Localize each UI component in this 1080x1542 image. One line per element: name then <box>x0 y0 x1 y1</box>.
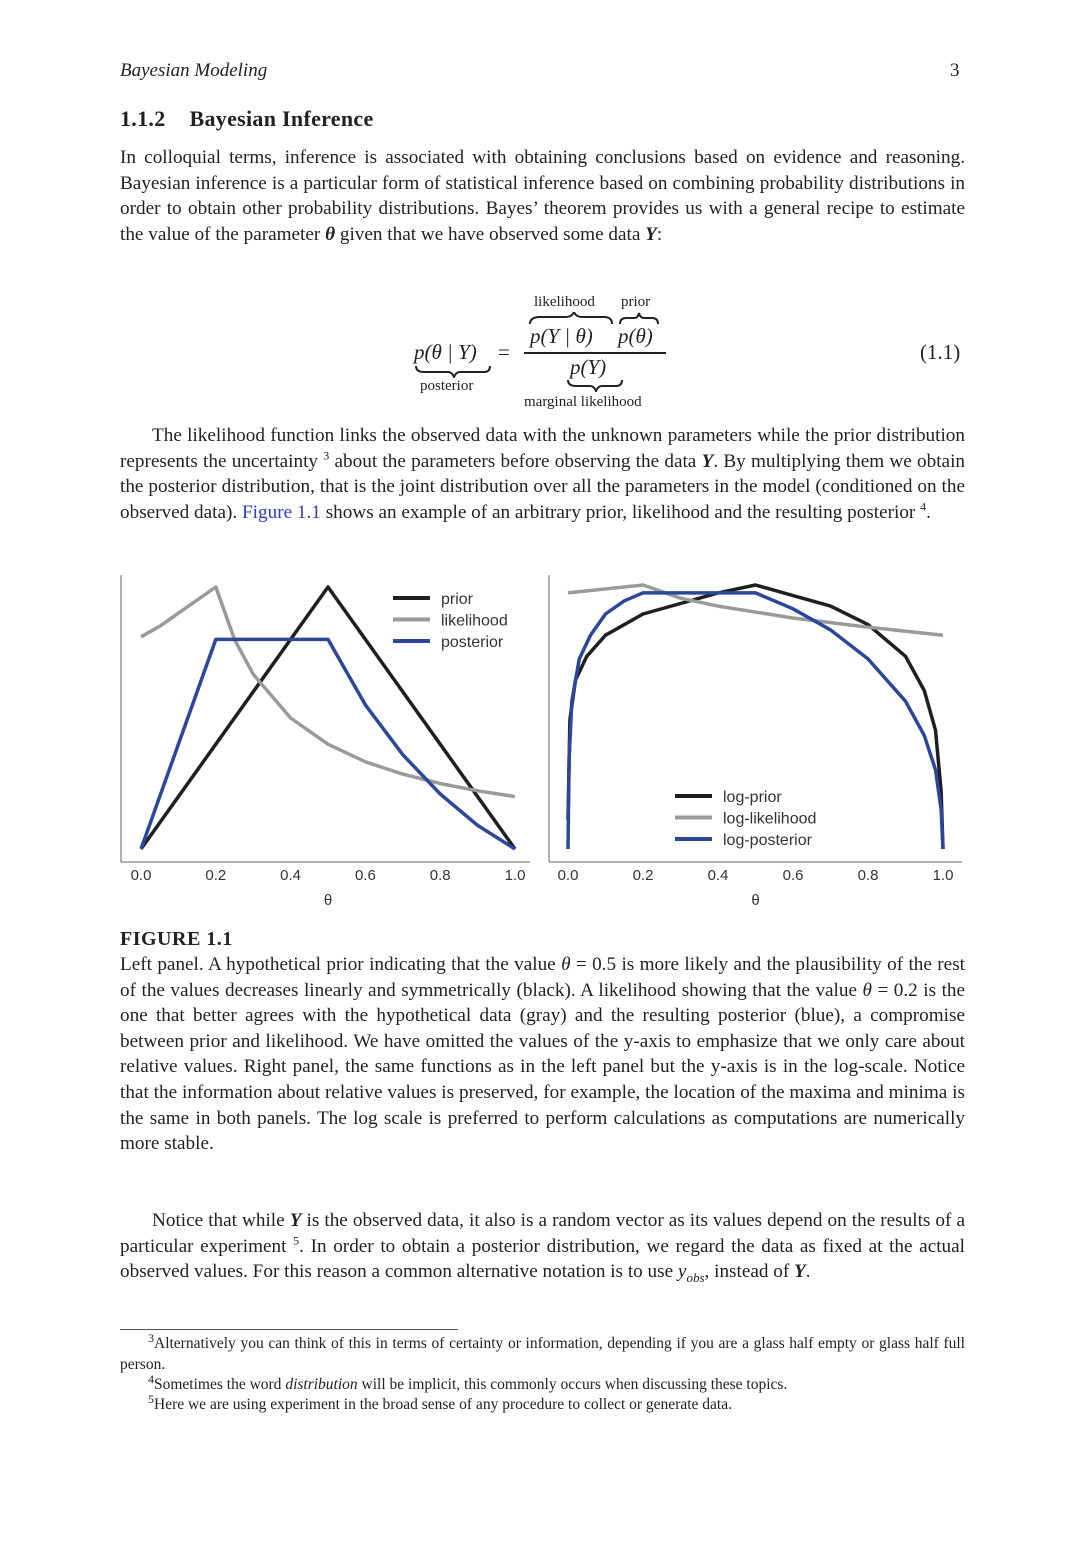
likelihood-label: likelihood <box>534 294 595 310</box>
math-symbol: Y <box>794 1261 806 1283</box>
text-run: The likelihood function links the observed data with the unknown parameters while the prior distribution represents the uncertainty <box>120 425 965 472</box>
x-axis-label: θ <box>323 892 333 909</box>
x-tick-label: 0.4 <box>280 867 302 884</box>
equals-sign: = <box>498 340 510 364</box>
x-tick-label: 1.0 <box>504 867 526 884</box>
math-symbol: y <box>677 1261 687 1283</box>
text-run: is the observed data, it also is a random vector as its values depend on the results of a particular experiment <box>120 1210 965 1257</box>
text-run: . By multiplying them we obtain the posterior distribution, that is the joint distribution over all the parameters in the model (conditioned on the observed data). <box>120 450 965 523</box>
footnote-text: will be implicit, this commonly occurs when discussing these topics. <box>357 1376 788 1393</box>
math-symbol: Y <box>701 450 714 472</box>
figure-caption <box>120 952 965 1157</box>
x-tick-label: 1.0 <box>932 867 954 884</box>
figure-label: FIGURE 1.1 <box>120 928 233 950</box>
paragraph-intro <box>120 145 965 247</box>
text-run: given that we have observed some data <box>335 223 646 245</box>
underbrace-icon <box>414 366 494 378</box>
x-tick-label: 0.0 <box>130 867 152 884</box>
math-symbol: Y <box>645 223 657 245</box>
x-tick-label: 0.2 <box>205 867 227 884</box>
section-heading <box>120 106 398 132</box>
footnote-rule <box>120 1329 458 1330</box>
math-symbol: Y <box>289 1210 302 1231</box>
footnote-4 <box>120 1371 965 1396</box>
text-run: shows an example of an arbitrary prior, likelihood and the resulting posterior <box>320 501 921 523</box>
footnote-mark: 3 <box>148 1330 154 1345</box>
x-tick-label: 0.2 <box>632 867 654 884</box>
posterior-label: posterior <box>420 378 474 394</box>
text-run: = 0.2 is the one that better agrees with the hypothetical data (gray) and the resulting posterior (blue), a compromise between prior and likelihood. We have omitted the values of the y-axis to emphasize that we only care about relative values. Right panel, the same functions as in the left panel but the y-axis is in the log-scale. Notice that the information about relative values is preserved, for example, the location of the maxima and minima is the same in both panels. The log scale is preferred to perform calculations as computations are numerically more stable. <box>120 979 966 1155</box>
legend-label: log-posterior <box>723 832 812 849</box>
math-symbol: θ <box>862 979 872 1001</box>
x-tick-label: 0.6 <box>782 867 804 884</box>
legend-label: likelihood <box>441 612 508 630</box>
bayes-equation <box>400 292 965 422</box>
x-axis-label: θ <box>751 892 760 909</box>
paragraph-observed-data <box>120 1208 965 1291</box>
text-run: , instead of <box>704 1261 795 1283</box>
x-tick-label: 0.8 <box>857 867 879 884</box>
footnote-mark: 4 <box>148 1371 154 1386</box>
text-run: = 0.5 is more likely and the plausibility of the rest of the values decreases linearly and symmetrically (black). A likelihood showing that the value <box>120 954 965 1001</box>
x-tick-label: 0.4 <box>707 867 729 884</box>
section-title: Bayesian Inference <box>189 106 374 131</box>
figure-link[interactable]: Figure 1.1 <box>242 501 321 523</box>
running-header: Bayesian Modeling <box>120 60 268 81</box>
math-symbol: θ <box>561 954 571 975</box>
prior-label: prior <box>621 294 651 310</box>
footnote-ref: 5 <box>293 1233 300 1248</box>
series-line-log-prior <box>568 585 943 849</box>
math-symbol: obs <box>686 1270 705 1286</box>
footnote-mark: 5 <box>148 1391 154 1406</box>
marginal-likelihood-label: marginal likelihood <box>524 394 642 410</box>
text-run: . <box>805 1261 811 1283</box>
text-run: . <box>926 501 931 523</box>
text-run: In colloquial terms, inference is associated with obtaining conclusions based on evidence and reasoning. Bayesian inference is a particular form of statistical inference based on combining probability distributions in order to obtain other probability distributions. Bayes’ theorem provides us with a general recipe to estimate the value of the parameter <box>120 147 965 245</box>
footnote-text: Here we are using experiment in the broad sense of any procedure to collect or generate data. <box>154 1396 732 1413</box>
numerator-prior: p(θ) <box>618 324 653 348</box>
right-panel <box>549 575 962 909</box>
text-run: Left panel. A hypothetical prior indicating that the value <box>120 954 562 975</box>
footnote-text: Sometimes the word <box>154 1376 286 1393</box>
footnote-3 <box>120 1330 965 1375</box>
x-tick-label: 0.0 <box>557 867 579 884</box>
denominator: p(Y) <box>570 355 607 379</box>
underbrace-icon <box>566 380 626 392</box>
footnote-ref: 4 <box>920 499 927 514</box>
paragraph-likelihood <box>120 423 965 525</box>
text-run: . In order to obtain a posterior distribution, we regard the data as fixed at the actual observed values. For this reason a common alternative notation is to use <box>120 1235 965 1283</box>
page-number: 3 <box>950 60 960 81</box>
legend-label: prior <box>441 591 474 608</box>
equation-number: (1.1) <box>920 340 961 364</box>
numerator-likelihood: p(Y | θ) <box>530 324 593 348</box>
footnote-emphasis: distribution <box>285 1376 358 1393</box>
legend-label: posterior <box>441 634 504 651</box>
figure-1-1 <box>0 560 1080 920</box>
text-run: about the parameters before observing the data <box>329 450 702 472</box>
math-symbol: θ <box>325 223 336 245</box>
section-number: 1.1.2 <box>120 106 166 131</box>
legend-label: log-likelihood <box>723 810 817 828</box>
left-panel <box>121 575 530 909</box>
fraction-bar <box>524 352 666 354</box>
equation-lhs: p(θ | Y) <box>414 340 477 364</box>
legend-label: log-prior <box>723 789 782 806</box>
x-tick-label: 0.8 <box>429 867 451 884</box>
x-tick-label: 0.6 <box>354 867 376 884</box>
text-run: : <box>656 223 663 245</box>
footnote-text: Alternatively you can think of this in terms of certainty or information, depending if you are a glass half empty or glass half full person. <box>120 1335 965 1373</box>
text-run: Notice that while <box>152 1210 290 1231</box>
footnote-ref: 3 <box>323 448 330 463</box>
footnote-5 <box>120 1391 965 1416</box>
